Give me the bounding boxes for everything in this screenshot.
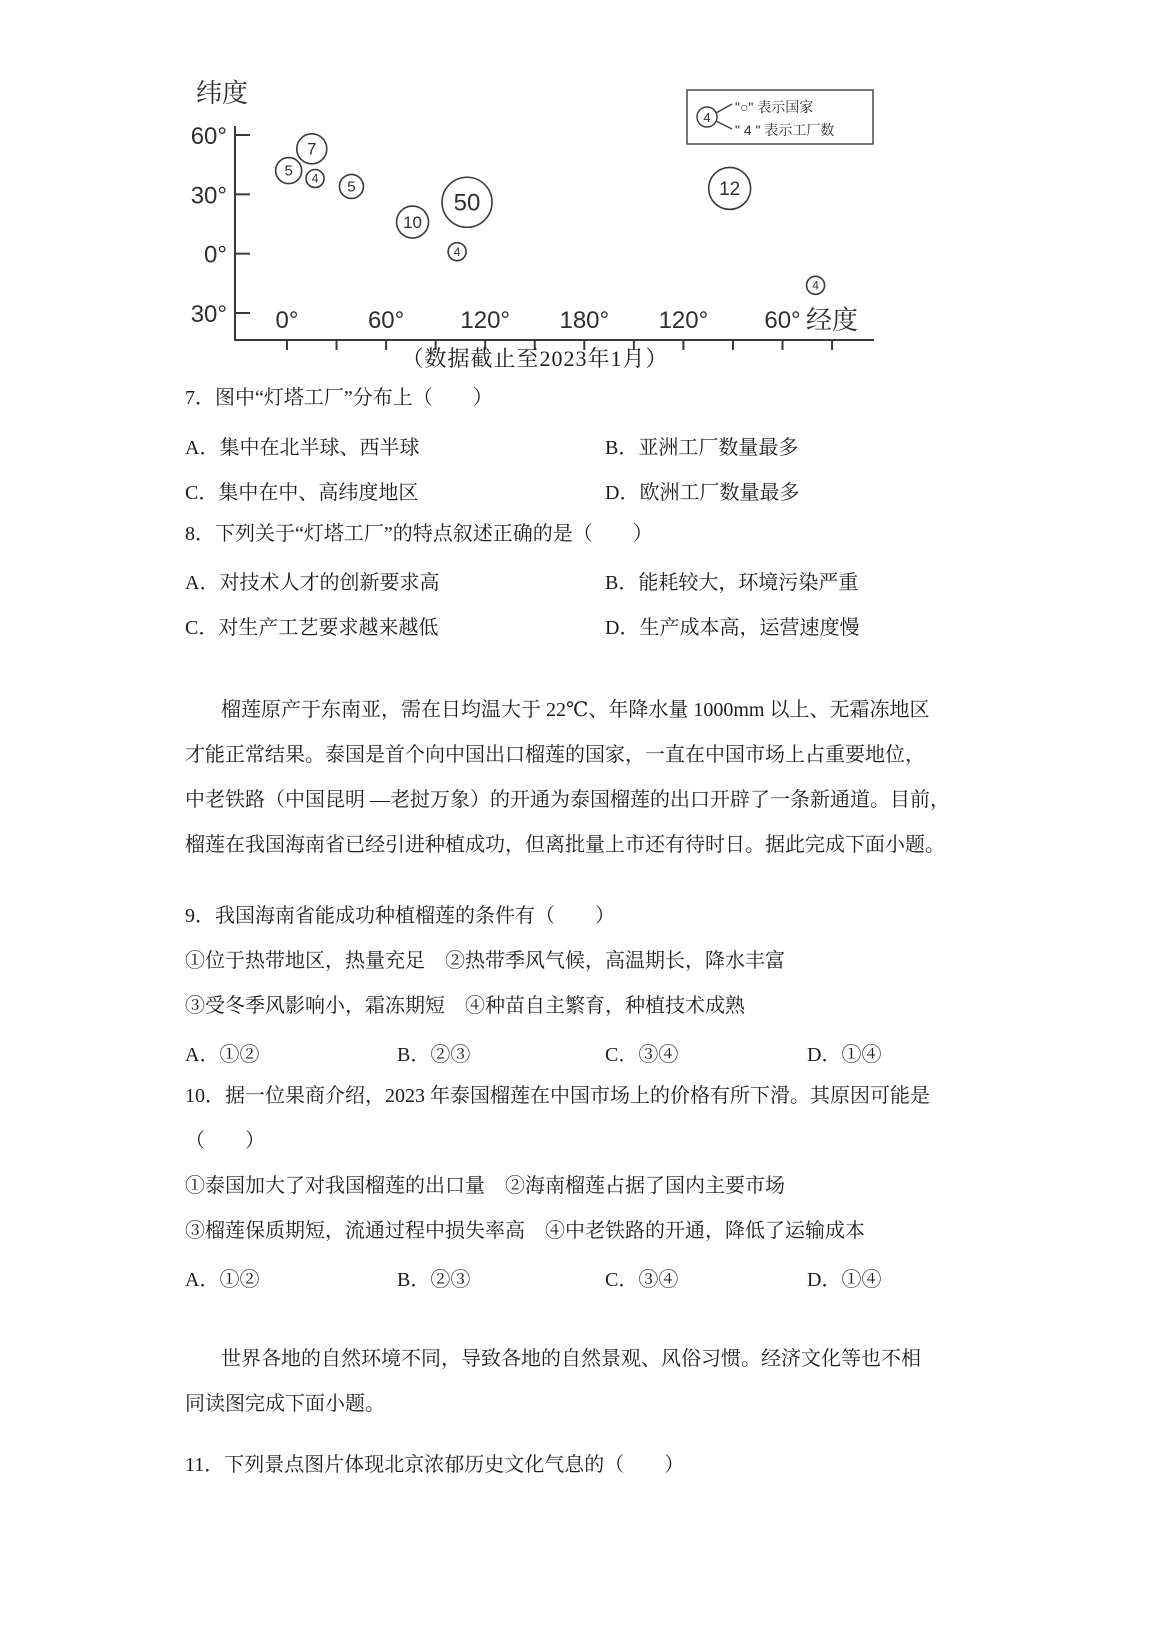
svg-text:10: 10 [403, 212, 422, 232]
option-8-b: B．能耗较大，环境污染严重 [605, 572, 859, 594]
svg-text:12: 12 [719, 178, 741, 200]
question-9-item-line-1: ①位于热带地区，热量充足 ②热带季风气候，高温期长，降水丰富 [185, 950, 785, 972]
question-8-options-row-2 [185, 611, 995, 637]
svg-text:180°: 180° [559, 307, 610, 334]
world-passage-line-1: 世界各地的自然环境不同，导致各地的自然景观、风俗习惯。经济文化等也不相 [221, 1348, 921, 1370]
option-8-d: D．生产成本高，运营速度慢 [605, 617, 860, 639]
option-9-d: D．①④ [807, 1044, 882, 1066]
option-10-a: A．①② [185, 1269, 260, 1291]
option-10-c: C．③④ [605, 1269, 679, 1291]
svg-text:7: 7 [307, 139, 317, 159]
durian-passage-line-1: 榴莲原产于东南亚，需在日均温大于 22℃、年降水量 1000mm 以上、无霜冻地区 [221, 699, 930, 721]
option-7-a: A．集中在北半球、西半球 [185, 437, 420, 459]
chart-caption: （数据截止至2023年1月） [401, 346, 669, 371]
question-10-stem-line-1: 10．据一位果商介绍，2023 年泰国榴莲在中国市场上的价格有所下滑。其原因可能是 [185, 1085, 930, 1107]
question-9-stem: 9．我国海南省能成功种植榴莲的条件有（ ） [185, 905, 615, 927]
svg-text:5: 5 [284, 162, 293, 180]
svg-text:4: 4 [311, 171, 319, 186]
durian-passage-line-2: 才能正常结果。泰国是首个向中国出口榴莲的国家，一直在中国市场上占重要地位， [185, 744, 925, 766]
option-9-b: B．②③ [397, 1044, 471, 1066]
durian-passage-line-4: 榴莲在我国海南省已经引进种植成功，但离批量上市还有待时日。据此完成下面小题。 [185, 834, 945, 856]
svg-text:60°: 60° [190, 123, 227, 150]
svg-text:" 4 " 表示工厂数: " 4 " 表示工厂数 [735, 122, 835, 138]
svg-text:30°: 30° [190, 301, 227, 329]
question-10-item-line-2: ③榴莲保质期短，流通过程中损失率高 ④中老铁路的开通，降低了运输成本 [185, 1220, 865, 1242]
question-8-stem: 8．下列关于“灯塔工厂”的特点叙述正确的是（ ） [185, 523, 653, 545]
question-7-stem: 7．图中“灯塔工厂”分布上（ ） [185, 387, 493, 409]
svg-text:4: 4 [703, 110, 711, 125]
option-10-b: B．②③ [397, 1269, 471, 1291]
svg-text:4: 4 [453, 244, 461, 259]
svg-text:30°: 30° [190, 182, 227, 210]
question-7-options-row-1 [185, 431, 995, 457]
world-passage-line-2: 同读图完成下面小题。 [185, 1393, 385, 1415]
question-9-item-line-2: ③受冬季风影响小，霜冻期短 ④种苗自主繁育，种植技术成熟 [185, 995, 745, 1017]
svg-text:60°: 60° [764, 307, 801, 334]
svg-text:5: 5 [347, 178, 356, 196]
svg-text:0°: 0° [275, 307, 299, 334]
svg-text:纬度: 纬度 [196, 78, 249, 108]
option-10-d: D．①④ [807, 1269, 882, 1291]
option-7-c: C．集中在中、高纬度地区 [185, 482, 419, 504]
option-9-c: C．③④ [605, 1044, 679, 1066]
svg-text:0°: 0° [204, 241, 227, 269]
bubble-chart [0, 0, 1158, 380]
svg-text:60°: 60° [367, 307, 405, 334]
svg-text:120°: 120° [460, 307, 511, 334]
question-10-item-line-1: ①泰国加大了对我国榴莲的出口量 ②海南榴莲占据了国内主要市场 [185, 1175, 785, 1197]
svg-text:50: 50 [453, 189, 481, 217]
option-8-a: A．对技术人才的创新要求高 [185, 572, 440, 594]
durian-passage-line-3: 中老铁路（中国昆明 —老挝万象）的开通为泰国榴莲的出口开辟了一条新通道。目前， [185, 789, 950, 811]
question-10-options-row [185, 1263, 995, 1289]
svg-text:4: 4 [812, 278, 819, 293]
question-7-options-row-2 [185, 476, 995, 502]
svg-text:120°: 120° [658, 307, 709, 334]
option-7-b: B．亚洲工厂数量最多 [605, 437, 799, 459]
question-10-stem-line-2: （ ） [185, 1130, 265, 1152]
svg-text:经度: 经度 [806, 305, 859, 335]
question-11-stem: 11．下列景点图片体现北京浓郁历史文化气息的（ ） [185, 1454, 685, 1476]
option-8-c: C．对生产工艺要求越来越低 [185, 617, 439, 639]
option-7-d: D．欧洲工厂数量最多 [605, 482, 800, 504]
svg-text:"○" 表示国家: "○" 表示国家 [735, 99, 814, 115]
question-8-options-row-1 [185, 566, 995, 592]
question-9-options-row [185, 1038, 995, 1064]
option-9-a: A．①② [185, 1044, 260, 1066]
